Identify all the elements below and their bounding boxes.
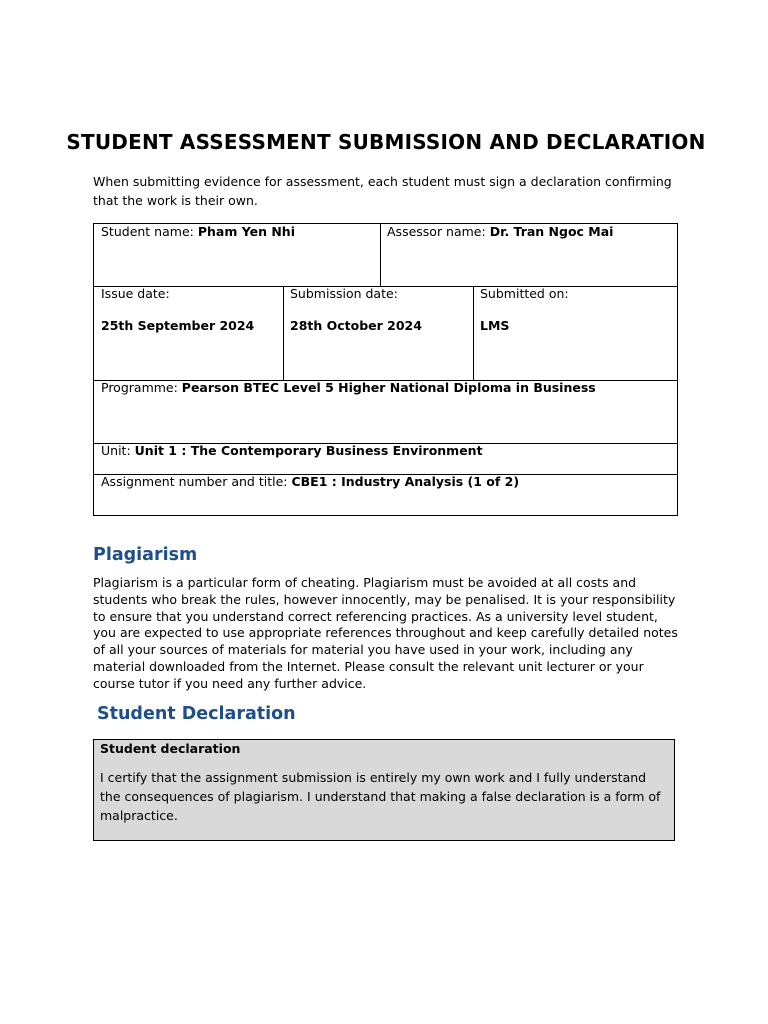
assignment-value: CBE1 : Industry Analysis (1 of 2) — [291, 474, 520, 489]
declaration-box — [93, 739, 675, 841]
assignment-cell — [94, 474, 678, 516]
intro-paragraph: When submitting evidence for assessment, each student must sign a declaration confirming that the work is their own. — [93, 174, 672, 208]
student-name-value: Pham Yen Nhi — [197, 224, 295, 239]
assessor-name-value: Dr. Tran Ngoc Mai — [489, 224, 614, 239]
student-name-label: Student name: — [101, 224, 198, 239]
submitted-on-cell — [473, 286, 678, 380]
unit-value: Unit 1 : The Contemporary Business Environment — [134, 443, 483, 458]
programme-label: Programme: — [101, 380, 182, 395]
assignment-label: Assignment number and title: — [101, 474, 292, 489]
student-name-cell — [94, 224, 380, 286]
programme-cell — [94, 380, 678, 443]
submission-info-table — [93, 223, 678, 516]
submission-date-cell — [283, 286, 473, 380]
assessor-name-label: Assessor name: — [387, 224, 490, 239]
plagiarism-paragraph: Plagiarism is a particular form of cheating. Plagiarism must be avoided at all costs and students who break the rules, however innocently, may be penalised. It is your responsibility to ensure that you understand correct referencing practices. As a university level student, you are expected to use appropriate references throughout and keep carefully detailed notes of all your sources of materials for material you have used in your work, including any material downloaded from the Internet. Please consult the relevant unit lecturer or your course tutor if you need any further advice. — [93, 575, 678, 691]
unit-cell — [94, 443, 678, 474]
programme-value: Pearson BTEC Level 5 Higher National Diploma in Business — [181, 380, 596, 395]
declaration-box-text: I certify that the assignment submission is entirely my own work and I fully understand the consequences of plagiarism. I understand that making a false declaration is a form of malpractice. — [100, 770, 661, 823]
unit-label: Unit: — [101, 443, 135, 458]
assessor-name-cell — [380, 224, 678, 286]
declaration-box-heading: Student declaration — [100, 741, 241, 756]
student-declaration-heading: Student Declaration — [97, 704, 296, 724]
plagiarism-heading: Plagiarism — [93, 545, 198, 565]
issue-date-value: 25th September 2024 — [101, 318, 255, 333]
issue-date-label: Issue date: — [101, 286, 170, 301]
submitted-on-label: Submitted on: — [480, 286, 569, 301]
submitted-on-value: LMS — [480, 318, 510, 333]
submission-date-value: 28th October 2024 — [290, 318, 422, 333]
submission-date-label: Submission date: — [290, 286, 398, 301]
page-title: STUDENT ASSESSMENT SUBMISSION AND DECLARATION — [66, 130, 706, 154]
issue-date-cell — [94, 286, 283, 380]
